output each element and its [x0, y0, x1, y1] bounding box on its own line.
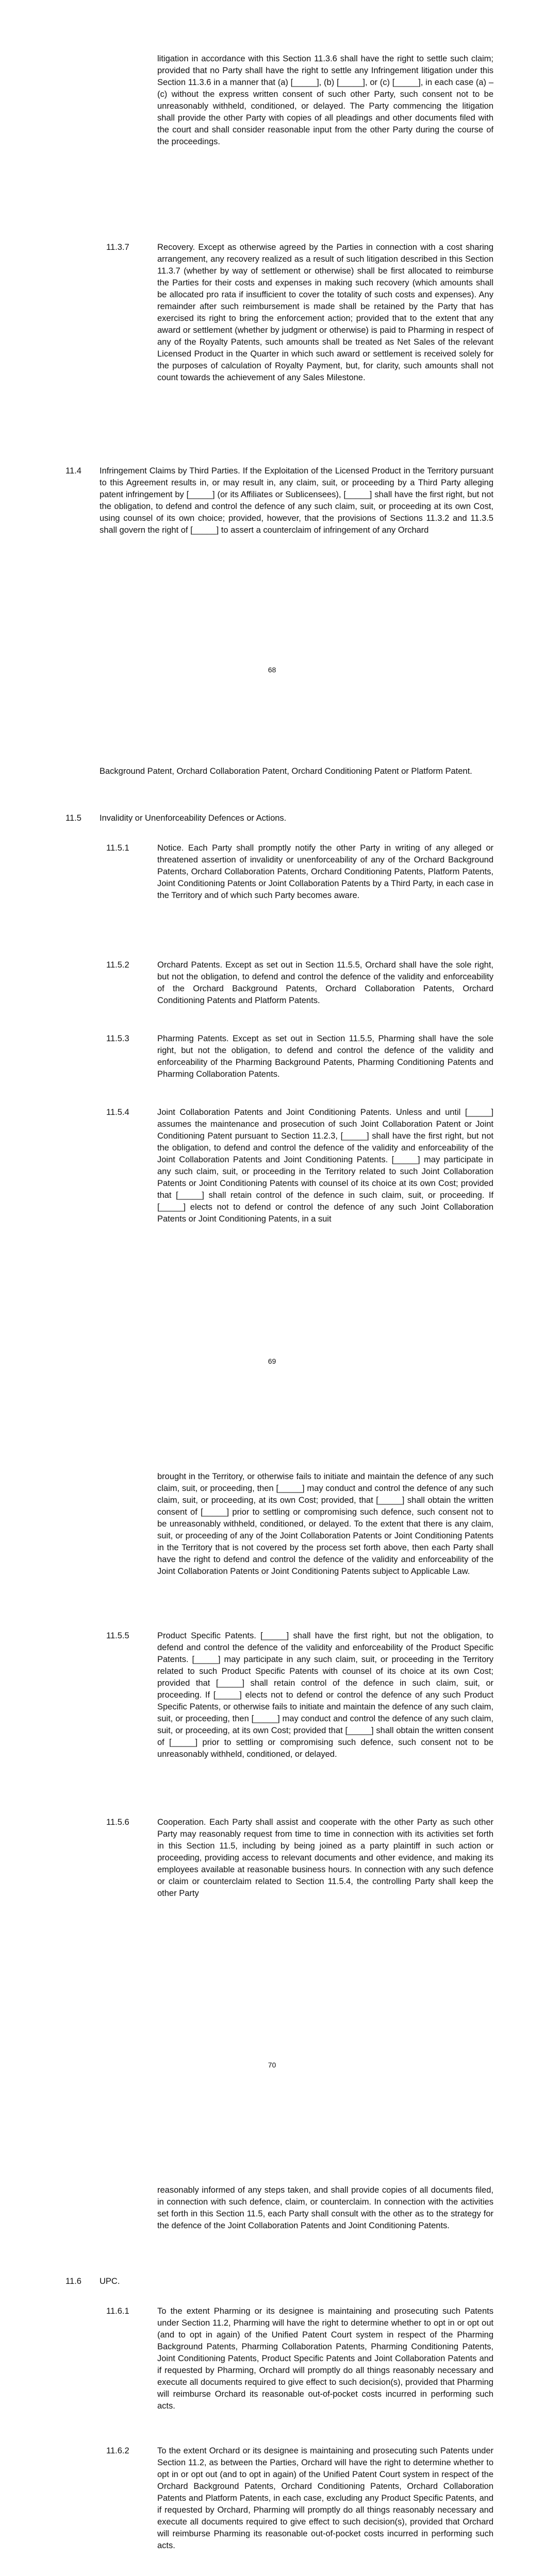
section-number: 11.6.2	[106, 2446, 129, 2455]
section-11-3-7-text: Recovery. Except as otherwise agreed by the Parties in connection with a cost sharing arrangement, any recovery realized as a result of such litigation described in this Section 11.3.7 (whether by way of settlement or otherwise) shall be first allocated to reimburse the Parties for their costs and expenses in making such recovery (which amounts shall be allocated pro rata if insufficient to cover the totality of such costs and expenses). Any remainder after such reimbursement is made shall be retained by the Party that has exercised its right to bring the enforcement action; provided that to the extent that any award or settlement (whether by judgment or otherwise) is paid to Pharming in respect of any of the Royalty Patents, such amounts shall be treated as Net Sales of the relevant Licensed Product in the Quarter in which such award or settlement is received solely for the purposes of calculation of Royalty Payment, but, for clarity, such amounts shall not count towards the achievement of any Sales Milestone.	[157, 243, 493, 382]
section-11-5-5-text: Product Specific Patents. [_____] shall have the first right, but not the obligation, to defend and control the defence of the validity and enforceability of the Product Specific Patents. [_____] may participate in any such claim, suit, or proceeding in the Territory related to such Product Specific Patents with counsel of its choice at its own Cost; provided that [_____] shall retain control of the defence in such claim, suit, or proceeding. If [_____] elects not to defend or control the defence of any such Product Specific Patents, or otherwise fails to initiate and maintain the defence of any such claim, suit, or proceeding, then [_____] may conduct and control the defence of any such claim, suit, or proceeding, at its own Cost; provided that [_____] shall obtain the written consent of [_____] prior to settling or compromising such defence, such consent not to be unreasonably withheld, conditioned, or delayed.	[157, 1631, 493, 1759]
section-number: 11.5	[65, 814, 81, 823]
paragraph-continuation: reasonably informed of any steps taken, and shall provide copies of all documents filed, in connection with such defence, claim, or counterclaim. In connection with the activities set forth in this Section 11.5, each Party shall consult with the other as to the strategy for the defence of the Joint Collaboration Patents and Joint Conditioning Patents.	[157, 2185, 493, 2230]
section-number: 11.5.5	[106, 1631, 129, 1640]
section-number: 11.5.4	[106, 1108, 129, 1117]
page-number: 69	[268, 1357, 276, 1365]
section-number: 11.5.2	[106, 960, 129, 970]
section-11-5-heading: Invalidity or Unenforceability Defences or Actions.	[100, 814, 287, 823]
section-number: 11.5.1	[106, 843, 129, 853]
section-number: 11.4	[65, 466, 81, 476]
section-number: 11.5.3	[106, 1034, 129, 1043]
section-number: 11.6.1	[106, 2307, 129, 2316]
paragraph-continuation: Background Patent, Orchard Collaboration Patent, Orchard Conditioning Patent or Platform Patent.	[100, 767, 472, 776]
section-11-5-3-text: Pharming Patents. Except as set out in Section 11.5.5, Pharming shall have the sole right, but not the obligation, to defend and control the defence of the validity and enforceability of the Pharming Background Patents, Pharming Conditioning Patents and Pharming Collaboration Patents.	[157, 1034, 493, 1079]
page-69	[0, 703, 544, 1406]
section-11-6-heading: UPC.	[100, 2277, 120, 2286]
paragraph-continuation: litigation in accordance with this Section 11.3.6 shall have the right to settle such claim; provided that no Party shall have the right to settle any Infringement litigation under this Section 11.3.6 in a manner that (a) [_____], (b) [_____], or (c) [_____], in each case (a) – (c) without the express written consent of such other Party, such consent not to be unreasonably withheld, conditioned, or delayed. The Party commencing the litigation shall provide the other Party with copies of all pleadings and other documents filed with the court and shall consider reasonable input from the other Party during the course of the proceedings.	[157, 54, 493, 146]
page-71	[0, 2110, 544, 2576]
section-11-5-2-text: Orchard Patents. Except as set out in Section 11.5.5, Orchard shall have the sole right, but not the obligation, to defend and control the defence of the validity and enforceability of the Orchard Background Patents, Orchard Collaboration Patents, Orchard Conditioning Patents and Platform Patents.	[157, 960, 493, 1005]
section-11-5-1-text: Notice. Each Party shall promptly notify the other Party in writing of any alleged or threatened assertion of invalidity or unenforceability of any of the Orchard Background Patents, Orchard Collaboration Patents, Orchard Conditioning Patents, Platform Patents, Joint Conditioning Patents or Joint Collaboration Patents by a Third Party, in each case in the Territory and of which such Party becomes aware.	[157, 843, 493, 900]
page-70	[0, 1406, 544, 2110]
section-number: 11.5.6	[106, 1818, 129, 1827]
section-11-6-1-text: To the extent Pharming or its designee is maintaining and prosecuting such Patents under Section 11.2, Pharming will have the right to determine whether to opt in or opt out (and to opt in again) of the Unified Patent Court system in respect of the Pharming Background Patents, Pharming Collaboration Patents, Pharming Conditioning Patents, Joint Conditioning Patents, Product Specific Patents and Joint Collaboration Patents and if requested by Pharming, Orchard will promptly do all things reasonably necessary and execute all documents required to give effect to such decision(s), provided that Pharming will reimburse Orchard its reasonable out-of-pocket costs incurred in performing such acts.	[157, 2307, 493, 2411]
page-68	[0, 0, 544, 703]
paragraph-continuation: brought in the Territory, or otherwise fails to initiate and maintain the defence of any such claim, suit, or proceeding, then [_____] may conduct and control the defence of any such claim, suit, or proceeding, at its own Cost; provided, that [_____] shall obtain the written consent of [_____] prior to settling or compromising such defence, such consent not to be unreasonably withheld, conditioned, or delayed. To the extent that there is any claim, suit, or proceeding of any of the Joint Collaboration Patents or Joint Conditioning Patents in the Territory that is not covered by the process set forth above, then each Party shall have the right to defend and control the defence of the validity and enforceability of the Joint Collaboration Patents or Joint Conditioning Patents subject to Applicable Law.	[157, 1472, 493, 1576]
section-11-6-2-text: To the extent Orchard or its designee is maintaining and prosecuting such Patents under Section 11.2, as between the Parties, Orchard will have the right to determine whether to opt in or opt out (and to opt in again) of the Unified Patent Court system in respect of the Orchard Background Patents, Orchard Conditioning Patents, Orchard Collaboration Patents and Platform Patents, in each case, excluding any Product Specific Patents, and if requested by Orchard, Pharming will promptly do all things reasonably necessary and execute all documents required to give effect to such decision(s), provided that Orchard will reimburse Pharming its reasonable out-of-pocket costs incurred in performing such acts.	[157, 2446, 493, 2550]
section-11-5-6-text: Cooperation. Each Party shall assist and cooperate with the other Party as such other Party may reasonably request from time to time in connection with its activities set forth in this Section 11.5, including by being joined as a party plaintiff in such action or proceeding, providing access to relevant documents and other evidence, and making its employees available at reasonable business hours. In connection with any such defence or claim or counterclaim related to Section 11.5.4, the controlling Party shall keep the other Party	[157, 1818, 493, 1898]
section-11-4-text: Infringement Claims by Third Parties. If the Exploitation of the Licensed Product in the Territory pursuant to this Agreement results in, or may result in, any claim, suit, or proceeding by a Third Party alleging patent infringement by [_____] (or its Affiliates or Sublicensees), [_____] shall have the first right, but not the obligation, to defend and control the defence of any such claim, suit, or proceeding at its own Cost, using counsel of its own choice; provided, however, that the provisions of Sections 11.3.2 and 11.3.5 shall govern the right of [_____] to assert a counterclaim of infringement of any Orchard	[100, 466, 493, 535]
page-number: 70	[268, 2061, 276, 2069]
section-number: 11.3.7	[106, 243, 129, 252]
page-number: 68	[268, 666, 276, 674]
section-number: 11.6	[65, 2277, 81, 2286]
section-11-5-4-text: Joint Collaboration Patents and Joint Conditioning Patents. Unless and until [_____] assumes the maintenance and prosecution of such Joint Collaboration Patent or Joint Conditioning Patent pursuant to Section 11.2.3, [_____] shall have the first right, but not the obligation, to defend and control the defence of the validity and enforceability of the Joint Collaboration Patents and Joint Conditioning Patents. [_____] may participate in any such claim, suit, or proceeding in the Territory related to such Joint Collaboration Patents or Joint Conditioning Patents with counsel of its choice at its own Cost; provided that [_____] shall retain control of the defence in such claim, suit, or proceeding. If [_____] elects not to defend or control the defence of any such Joint Collaboration Patents or Joint Conditioning Patents, in a suit	[157, 1108, 493, 1224]
